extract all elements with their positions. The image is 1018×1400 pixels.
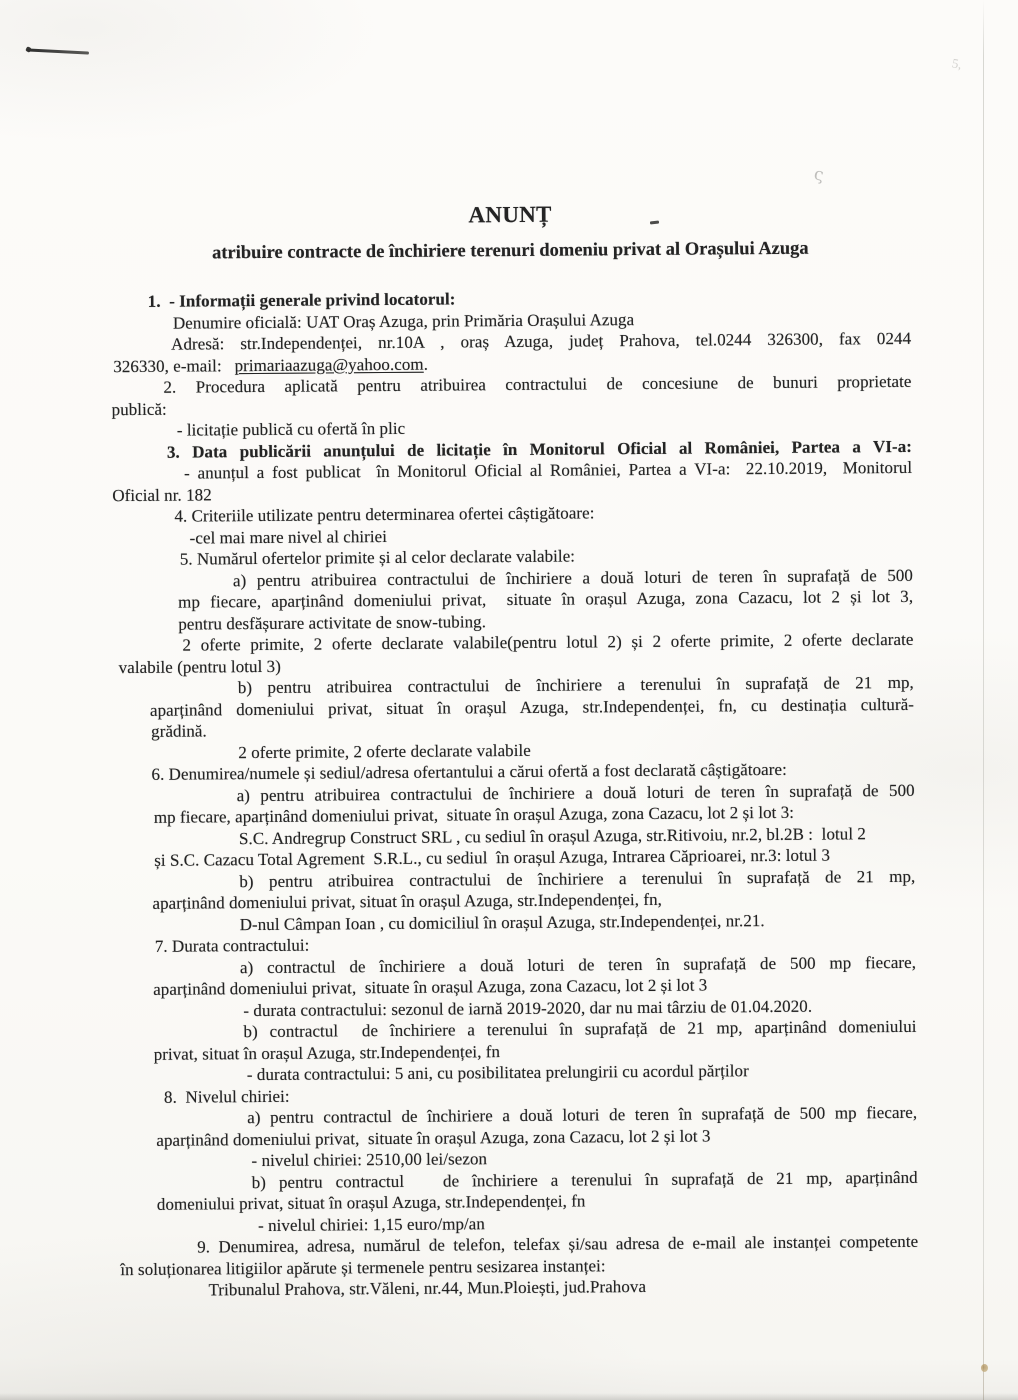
document-body: [111, 285, 919, 1302]
scan-bottom-shadow: [0, 1393, 1018, 1400]
line-text: 3. Data publicării anunțului de licitație în Monitorul Oficial al României, Partea a VI-a:: [166, 436, 912, 462]
line-text: domeniului privat, situat în orașul Azuga, str.Independenței, fn: [156, 1191, 586, 1214]
line-text: .: [423, 354, 429, 374]
line-text: Oficial nr. 182: [112, 484, 212, 505]
line-text: aparținând domeniului privat, situat în orașul Azuga, str.Independenței, fn, cu destinația cultură-: [149, 694, 915, 720]
line-text: b) pentru atribuirea contractului de închiriere a terenului în suprafață de 21 mp,: [237, 672, 914, 698]
line-text: aparținând domeniului privat, situat în orașul Azuga, str.Independenței, fn,: [152, 889, 662, 913]
line-text: 6. Denumirea/numele și sediul/adresa ofertantului a cărui ofertă a fost declarată câștigătoare:: [151, 759, 787, 784]
line-text: și S.C. Cazacu Total Agrement S.R.L., cu sediul în orașul Azuga, Intrarea Căprioarei, nr.3: lotul 3: [154, 845, 831, 870]
line-text: 326330, e-mail:: [113, 355, 235, 376]
line-text: 7. Durata contractului:: [154, 935, 310, 956]
line-text: Adresă: str.Independenței, nr.10A , oraș Azuga, județ Prahova, tel.0244 326300, fax 0244: [171, 328, 912, 354]
line-text: Denumire oficială: UAT Oraș Azuga, prin Primăria Orașului Azuga: [172, 309, 635, 333]
line-text: 2 oferte primite, 2 oferte declarate valabile(pentru lotul 2) și 2 oferte primite, 2 oferte declarate: [182, 629, 914, 655]
line-text: S.C. Andregrup Construct SRL , cu sediul în orașul Azuga, str.Ritivoiu, nr.2, bl.2B : lotul 2: [238, 823, 866, 848]
staple-mark: [27, 48, 89, 54]
line-text: 2. Procedura aplicată pentru atribuirea contractului de concesiune de bunuri proprietate: [163, 371, 912, 397]
line-text: mp fiecare, aparținând domeniului privat, situate în orașul Azuga, zona Cazacu, lot 2 și lot 3,: [178, 586, 914, 612]
line-text: b) pentru contractul de închiriere a terenului în suprafață de 21 mp, aparținând: [251, 1167, 918, 1192]
line-text: - nivelul chiriei: 1,15 euro/mp/an: [257, 1213, 485, 1235]
line-text: D-nul Câmpan Ioan , cu domiciliul în orașul Azuga, str.Independenței, nr.21.: [239, 910, 765, 934]
line-text: grădină.: [151, 721, 207, 741]
line-text: aparținând domeniului privat, situate în orașul Azuga, zona Cazacu, lot 2 și lot 3: [156, 1125, 711, 1150]
line-text: b) contractul de închiriere a terenului în suprafață de 21 mp, aparținând domeniului: [243, 1016, 917, 1042]
line-text: publică:: [111, 399, 167, 419]
line-text: a) pentru atribuirea contractului de închiriere a două loturi de teren în suprafață de 500: [232, 565, 914, 590]
line-text: în soluționarea litigiilor apărute și termenele pentru sesizarea instanței:: [120, 1255, 606, 1279]
line-text: 1. - Informații generale privind locatorul:: [147, 289, 456, 311]
line-text: - nivelul chiriei: 2510,00 lei/sezon: [251, 1149, 488, 1171]
document: [108, 0, 918, 1302]
line-text: 4. Criteriile utilizate pentru determinarea ofertei câștigătoare:: [174, 503, 595, 526]
line-text: aparținând domeniului privat, situate în orașul Azuga, zona Cazacu, lot 2 și lot 3: [153, 975, 708, 999]
document-subtitle: atribuire contracte de închiriere terenuri domeniu privat al Orașului Azuga: [212, 238, 809, 264]
line-text: -cel mai mare nivel al chiriei: [189, 526, 388, 548]
line-text: - anunțul a fost publicat în Monitorul Oficial al României, Partea a VI-a: 22.10.2019, Monitorul: [184, 457, 913, 483]
line-text: 2 oferte primite, 2 oferte declarate valabile: [238, 740, 531, 762]
line-text: privat, situat în orașul Azuga, str.Independenței, fn: [153, 1041, 501, 1064]
ink-speck: [981, 1364, 988, 1372]
line-text: - licitație publică cu ofertă în plic: [176, 418, 406, 440]
line-text: - durata contractului: sezonul de iarnă 2019-2020, dar nu mai târziu de 01.04.2020.: [243, 996, 813, 1020]
line-text: a) pentru contractul de închiriere a două loturi de teren în suprafață de 500 mp fiecare,: [247, 1102, 918, 1128]
line-text: a) contractul de închiriere a două loturi de teren în suprafață de 500 mp fiecare,: [239, 952, 917, 977]
email-address: primariaazuga@yahoo.com: [234, 354, 424, 375]
line-text: mp fiecare, aparținând domeniului privat, situate în orașul Azuga, zona Cazacu, lot 2 și lot 3:: [153, 802, 795, 827]
line-text: 5. Numărul ofertelor primite și al celor declarate valabile:: [179, 546, 576, 569]
faint-pencil-mark: 5,: [950, 55, 964, 72]
line-text: Tribunalul Prahova, str.Văleni, nr.44, Mun.Ploiești, jud.Prahova: [208, 1276, 647, 1300]
line-text: - durata contractului: 5 ani, cu posibilitatea prelungirii cu acordul părților: [246, 1061, 749, 1085]
line-text: valabile (pentru lotul 3): [118, 656, 281, 677]
line-text: pentru desfășurare activitate de snow-tubing.: [178, 611, 487, 634]
line-text: b) pentru atribuirea contractului de închiriere a terenului în suprafață de 21 mp,: [239, 866, 916, 891]
scanner-edge-line: [983, 0, 984, 1400]
smudge-squiggle-mark: ς: [812, 164, 825, 186]
document-title: ANUNȚ: [468, 201, 552, 228]
line-text: 9. Denumirea, adresa, numărul de telefon, telefax și/sau adresa de e-mail ale instanței competente: [197, 1231, 919, 1257]
line-text: a) pentru atribuirea contractului de închiriere a două loturi de teren în suprafață de 500: [236, 780, 915, 805]
line-text: 8. Nivelul chiriei:: [163, 1086, 290, 1107]
